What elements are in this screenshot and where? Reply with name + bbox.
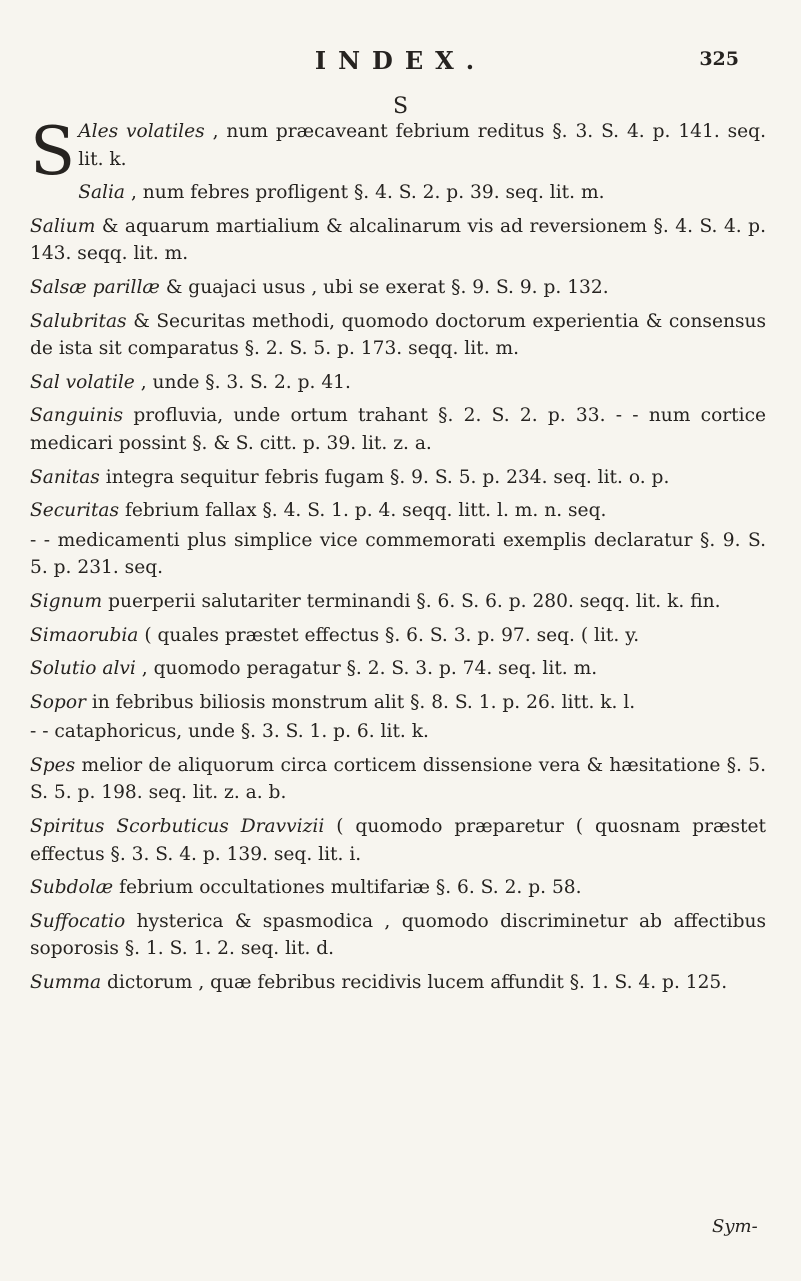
entry-lemma: Sal volatile: [30, 371, 135, 393]
entry-text: integra sequitur febris fugam §. 9. S. 5. p. 234. seq. lit. o. p.: [105, 466, 670, 488]
entry-text: & Securitas methodi, quomodo doctorum experientia & consensus de ista sit comparatus §. 2. S. 5. p. 173. seqq. lit. m.: [30, 310, 766, 360]
index-entry: [30, 308, 766, 363]
entry-lemma: Subdolӕ: [30, 877, 114, 899]
entry-text: - - cataphoricus, unde §. 3. S. 1. p. 6. lit. k.: [30, 721, 429, 743]
entry-text: febrium fallax §. 4. S. 1. p. 4. seqq. litt. l. m. n. seq.: [125, 500, 607, 522]
index-entry: [30, 497, 766, 525]
entry-lemma: Salubritas: [30, 310, 127, 332]
index-entry: [30, 402, 766, 457]
index-entry: [30, 622, 766, 650]
entry-lemma: Sanitas: [30, 466, 100, 488]
index-entry: [30, 274, 766, 302]
index-entry: [30, 655, 766, 683]
entry-lemma: Salium: [30, 215, 96, 237]
entry-lemma: Signum: [30, 590, 103, 612]
entry-text: hysterica & spasmodica , quomodo discriminetur ab affectibus soporosis §. 1. S. 1. 2. seq. lit. d.: [30, 910, 766, 960]
index-entries: [30, 113, 766, 1003]
entry-text: melior de aliquorum circa corticem dissensione vera & hӕsitatione §. 5. S. 5. p. 198. seq. lit. z. a. b.: [30, 754, 766, 804]
entry-text: ( quales prӕstet effectus §. 6. S. 3. p. 97. seq. ( lit. y.: [144, 624, 640, 646]
index-entry: [30, 969, 766, 997]
entry-text: & guajaci usus , ubi se exerat §. 9. S. 9. p. 132.: [165, 276, 609, 298]
page-number: 325: [699, 48, 739, 70]
entry-lemma: Salia: [78, 182, 126, 204]
index-entry: [30, 464, 766, 492]
entry-lemma: Solutio alvi: [30, 658, 136, 680]
index-entry: [30, 113, 766, 190]
entry-text: , unde §. 3. S. 2. p. 41.: [140, 371, 351, 393]
index-entry: [30, 908, 766, 963]
entry-text: - - medicamenti plus simplice vice commemorati exemplis declaratur §. 9. S. 5. p. 231. seq.: [30, 529, 766, 579]
index-entry: [30, 179, 766, 207]
entry-lemma: Suffocatio: [30, 910, 126, 932]
entry-lemma: Salsӕ parillӕ: [30, 276, 160, 298]
section-letter: S: [392, 94, 409, 119]
entry-lemma: Sanguinis: [30, 405, 124, 427]
entry-text: puerperii salutariter terminandi §. 6. S. 6. p. 280. seqq. lit. k. fin.: [108, 590, 721, 612]
entry-lemma: Spiritus Scorbuticus Dravvizii: [30, 816, 325, 838]
index-entry: [30, 874, 766, 902]
entry-text: profluvia, unde ortum trahant §. 2. S. 2. p. 33. - - num cortice medicari possint §. & S. citt. p. 39. lit. z. a.: [30, 405, 766, 454]
index-entry: [30, 718, 766, 746]
entry-text: & aquarum martialium & alcalinarum vis ad reversionem §. 4. S. 4. p. 143. seqq. lit. m.: [30, 215, 766, 265]
catchword: Sym-: [712, 1216, 758, 1237]
index-entry: [30, 752, 766, 807]
page-title: INDEX.: [314, 46, 487, 75]
index-entry: [30, 527, 766, 582]
entry-lemma: Summa: [30, 972, 102, 994]
entry-text: , num febres profligent §. 4. S. 2. p. 39. seq. lit. m.: [130, 182, 605, 204]
entry-lemma: Securitas: [30, 500, 120, 522]
entry-text: , num prӕcaveant febrium reditus §. 3. S. 4. p. 141. seq. lit. k.: [78, 121, 766, 170]
index-entry: [30, 213, 766, 268]
entry-text: in febribus biliosis monstrum alit §. 8. S. 1. p. 26. litt. k. l.: [91, 691, 636, 713]
index-entry: [30, 588, 766, 616]
entry-text: ( quomodo prӕparetur ( quosnam prӕstet effectus §. 3. S. 4. p. 139. seq. lit. i.: [30, 816, 766, 865]
entry-lemma: Ales volatiles: [78, 121, 205, 142]
entry-text: febrium occultationes multifariӕ §. 6. S. 2. p. 58.: [119, 877, 582, 899]
index-entry: [30, 689, 766, 717]
entry-text: , quomodo peragatur §. 2. S. 3. p. 74. seq. lit. m.: [141, 658, 598, 680]
drop-cap: S: [30, 113, 76, 190]
index-entry: [30, 369, 766, 397]
entry-lemma: Spes: [30, 754, 76, 776]
entry-lemma: Simaorubia: [30, 624, 139, 646]
entry-text: dictorum , quӕ febribus recidivis lucem affundit §. 1. S. 4. p. 125.: [106, 972, 728, 994]
entry-lemma: Sopor: [30, 691, 86, 713]
running-head: [0, 46, 801, 75]
index-entry: [30, 813, 766, 868]
